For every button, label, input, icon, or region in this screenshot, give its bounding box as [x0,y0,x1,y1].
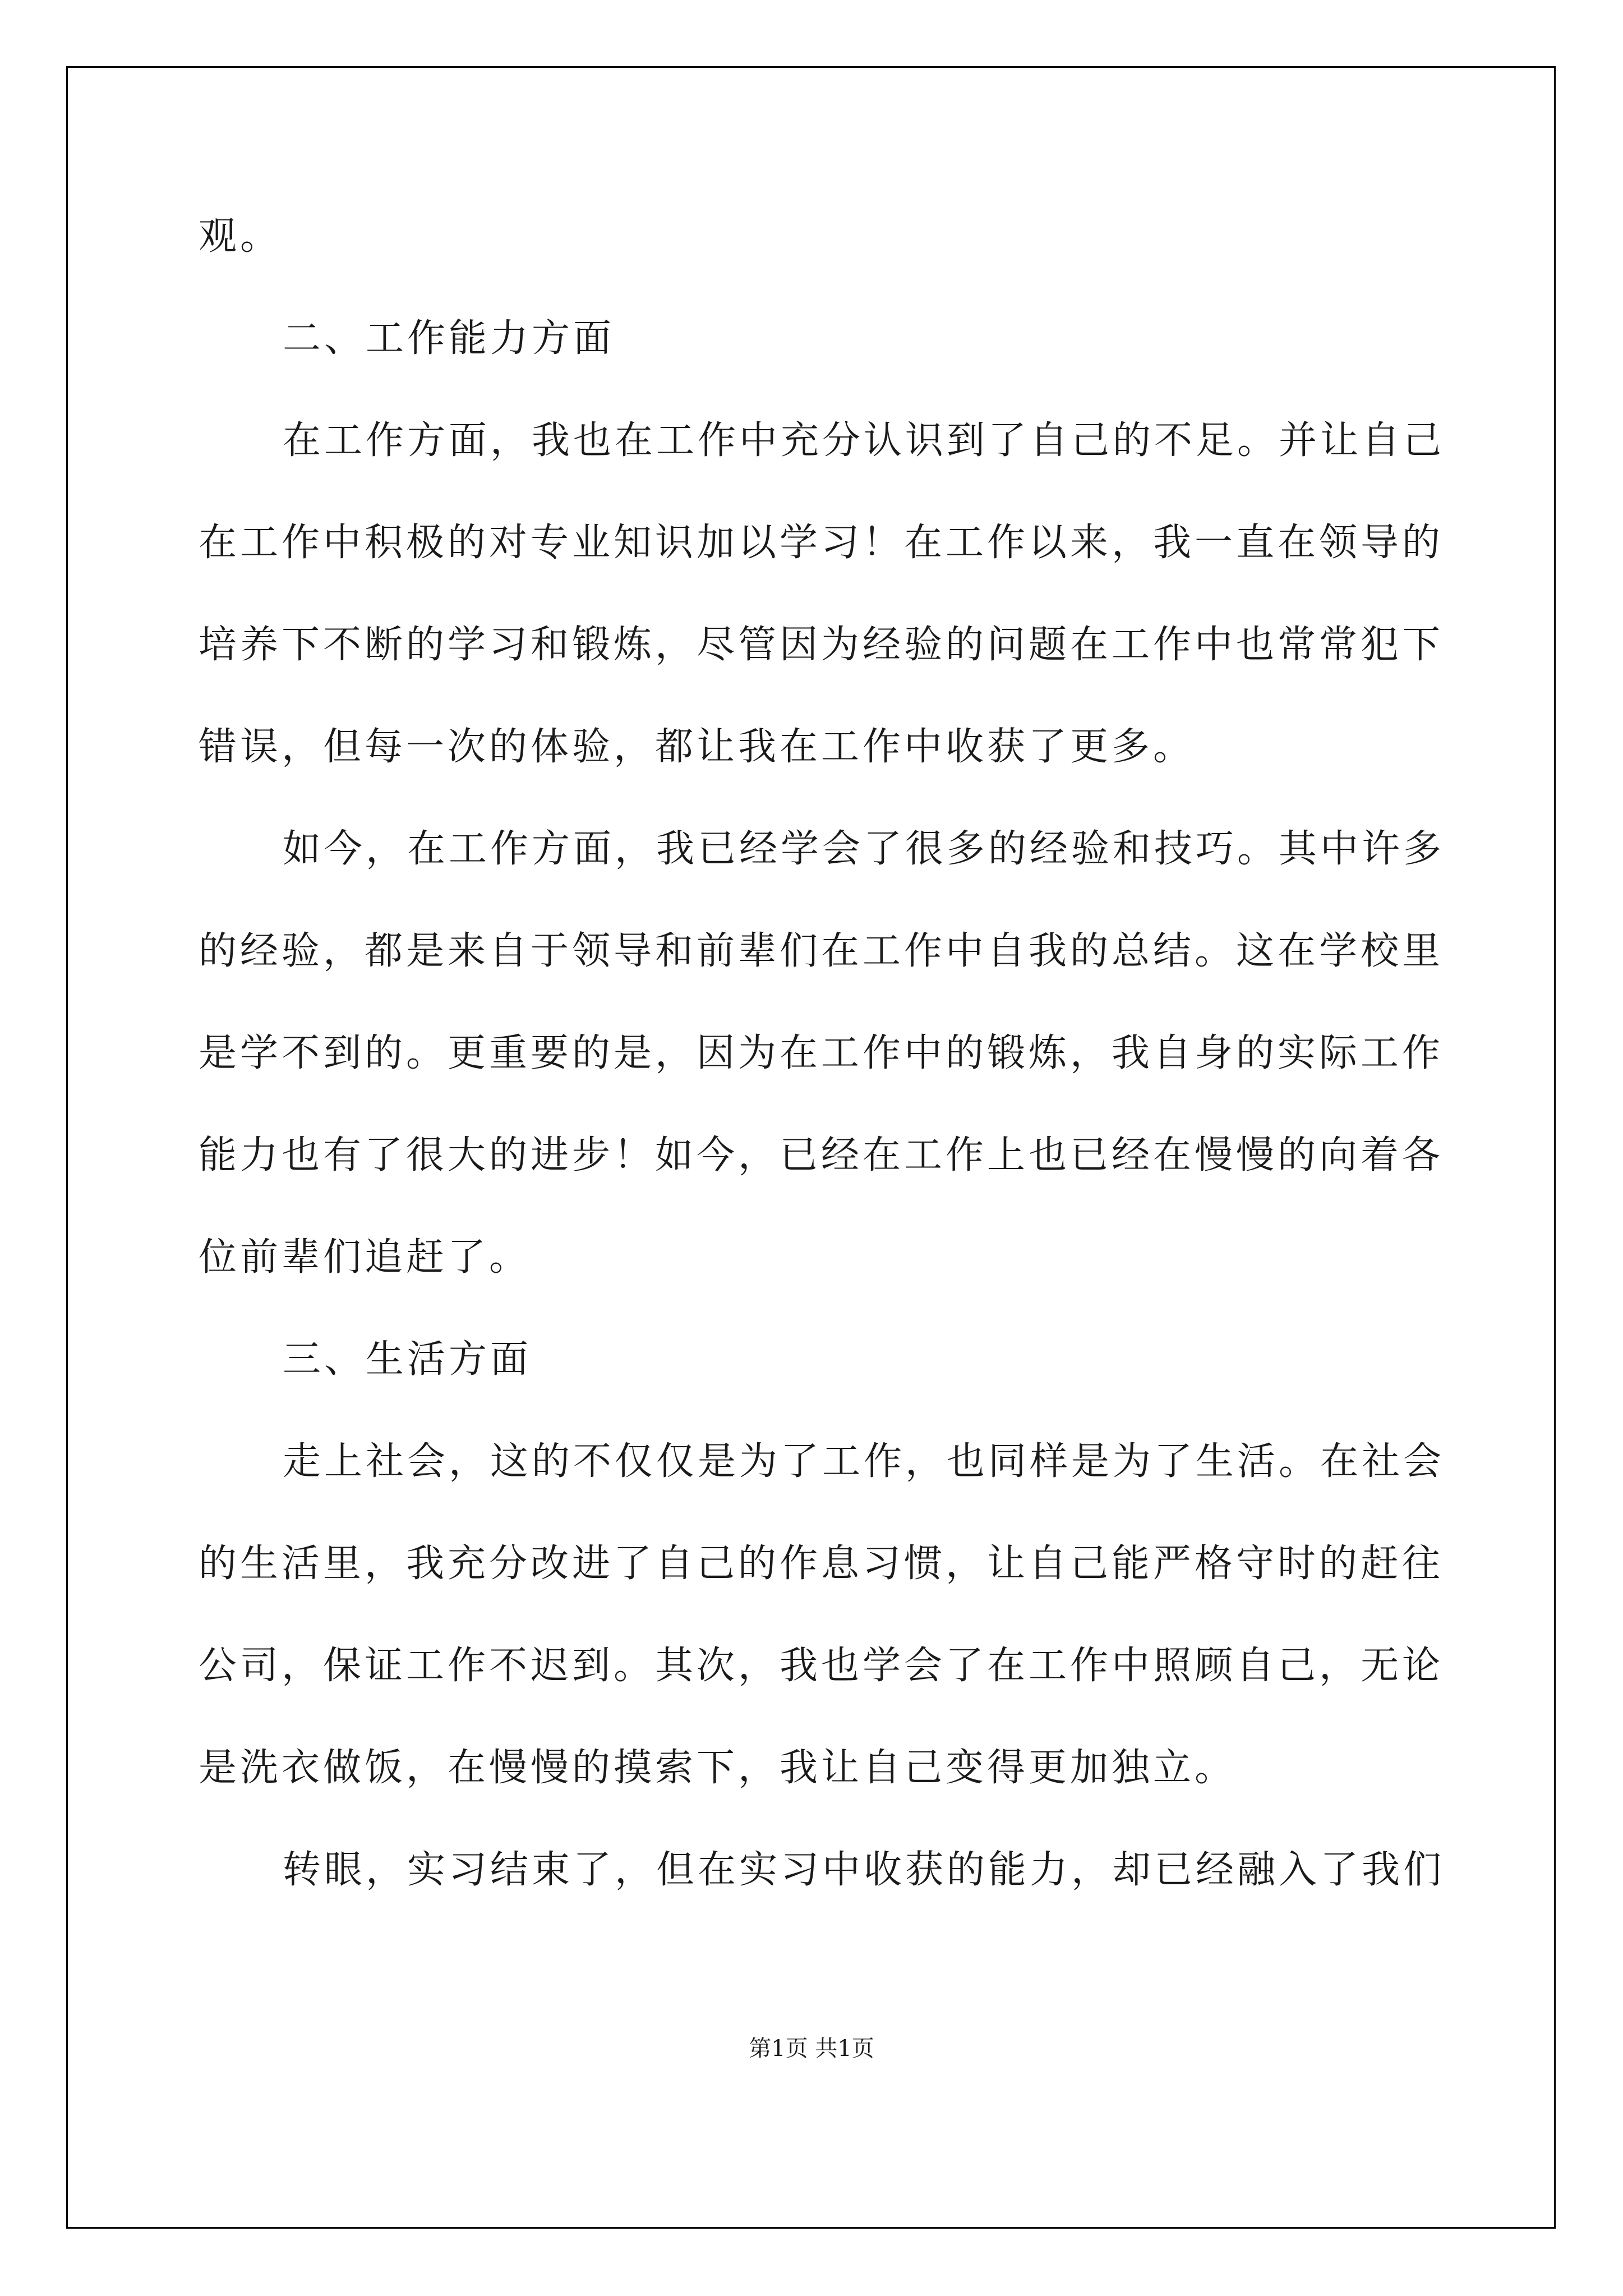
text-line: 是洗衣做饭，在慢慢的摸索下，我让自己变得更加独立。 [199,1746,1237,1790]
section-heading: 三、生活方面 [283,1337,532,1382]
text-line: 转眼，实习结束了，但在实习中收获的能力，却已经融入了我们 [283,1848,1445,1892]
text-line: 在工作方面，我也在工作中充分认识到了自己的不足。并让自己 [283,418,1445,463]
page-footer: 第1页 共1页 [749,2036,874,2062]
document-body [199,214,1445,1952]
section-heading: 二、工作能力方面 [283,316,615,361]
text-line: 如今，在工作方面，我已经学会了很多的经验和技巧。其中许多 [283,827,1445,871]
text-line: 公司，保证工作不迟到。其次，我也学会了在工作中照顾自己，无论 [199,1644,1444,1688]
text-line: 走上社会，这的不仅仅是为了工作，也同样是为了生活。在社会 [283,1439,1445,1484]
text-line: 是学不到的。更重要的是，因为在工作中的锻炼，我自身的实际工作 [199,1031,1444,1075]
text-line: 的生活里，我充分改进了自己的作息习惯，让自己能严格守时的赶往 [199,1542,1444,1586]
text-line: 能力也有了很大的进步！如今，已经在工作上也已经在慢慢的向着各 [199,1133,1444,1177]
text-line: 错误，但每一次的体验，都让我在工作中收获了更多。 [199,725,1195,769]
text-line: 位前辈们追赶了。 [199,1235,531,1280]
text-line: 在工作中积极的对专业知识加以学习！在工作以来，我一直在领导的 [199,521,1444,565]
text-line: 观。 [199,214,282,259]
text-line: 培养下不断的学习和锻炼，尽管因为经验的问题在工作中也常常犯下 [199,623,1444,667]
text-line: 的经验，都是来自于领导和前辈们在工作中自我的总结。这在学校里 [199,929,1444,973]
